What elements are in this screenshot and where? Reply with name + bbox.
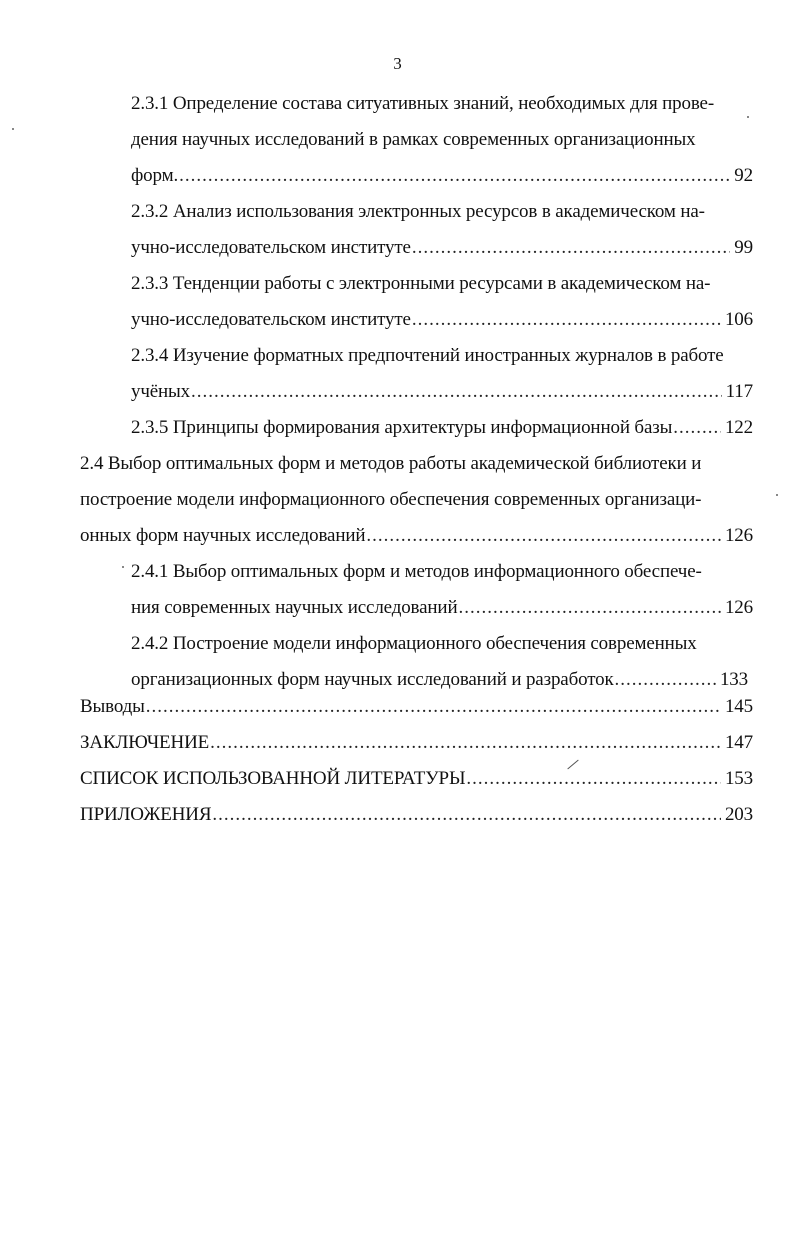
toc-entry-2-3-4[interactable] [131,338,753,410]
toc-page-number: 92 [734,165,753,186]
toc-entry-2-3-1[interactable] [131,86,753,194]
toc-entry-conclusions-short[interactable] [80,689,753,725]
dot-leader [366,518,721,554]
toc-entry-line: 2.3.4 Изучение форматных предпочтений иностранных журналов в работе [131,345,724,366]
dot-leader [412,230,730,266]
toc-entry-2-4-1[interactable] [131,554,753,626]
toc-entry-title: ния современных научных исследований [131,597,458,618]
toc-entry-title: ПРИЛОЖЕНИЯ [80,804,212,825]
toc-entry-2-4[interactable] [80,446,753,554]
toc-entry-title: учно-исследовательском институте [131,309,411,330]
scan-speck [776,494,778,496]
toc-entry-line: 2.3.3 Тенденции работы с электронными ресурсами в академическом на- [131,273,711,294]
toc-entry-line: 2.4.1 Выбор оптимальных форм и методов информационного обеспече- [131,561,702,582]
dot-leader [458,590,720,626]
toc-entry-title: организационных форм научных исследований и разработок [131,669,614,690]
toc-entry-title: Выводы [80,696,145,717]
toc-entry-line: 2.4.2 Построение модели информационного обеспечения современных [131,633,697,654]
toc-page-number: 126 [724,525,753,546]
toc-entry-title: СПИСОК ИСПОЛЬЗОВАННОЙ ЛИТЕРАТУРЫ [80,768,466,789]
toc-page-number: 147 [724,732,753,753]
toc-entry-line: 2.3.1 Определение состава ситуативных знаний, необходимых для прове- [131,93,715,114]
toc-page-number: 126 [724,597,753,618]
scan-speck [122,566,124,568]
toc-page-number: 153 [724,768,753,789]
toc-page-number: 117 [725,381,753,402]
toc-entry-references[interactable] [80,761,753,797]
scan-speck [12,128,14,130]
dot-leader [146,689,721,725]
toc-entry-title: учно-исследовательском институте [131,237,411,258]
dot-leader [179,158,730,194]
scan-speck [747,116,749,118]
dot-leader [466,761,721,797]
toc-entry-title: ЗАКЛЮЧЕНИЕ [80,732,210,753]
toc-page-number: 122 [724,417,753,438]
toc-page-number: 145 [724,696,753,717]
toc-entry-2-4-2[interactable] [131,626,748,698]
toc-entry-title: учёных [131,381,191,402]
dot-leader [673,410,721,446]
toc-entry-2-3-2[interactable] [131,194,753,266]
toc-entry-conclusion[interactable] [80,725,753,761]
toc-entry-title: онных форм научных исследований [80,525,366,546]
toc-entry-2-3-5[interactable] [131,410,753,446]
toc-page-number: 133 [719,669,748,690]
toc-entry-title: форм. [131,165,179,186]
toc-entry-2-3-3[interactable] [131,266,753,338]
dot-leader [412,302,721,338]
toc-entry-line: дения научных исследований в рамках современных организационных [131,129,696,150]
toc-page-number: 99 [734,237,753,258]
toc-entry-line: 2.4 Выбор оптимальных форм и методов работы академической библиотеки и [80,453,702,474]
dot-leader [212,797,721,833]
toc-page-number: 106 [724,309,753,330]
toc-entry-line: построение модели информационного обеспечения современных организаци- [80,489,702,510]
page-number: 3 [393,54,402,73]
toc-entry-title: 2.3.5 Принципы формирования архитектуры информационной базы [131,417,673,438]
dot-leader [210,725,721,761]
toc-entry-line: 2.3.2 Анализ использования электронных ресурсов в академическом на- [131,201,705,222]
toc-page-number: 203 [724,804,753,825]
dot-leader [191,374,722,410]
toc-entry-appendices[interactable] [80,797,753,833]
